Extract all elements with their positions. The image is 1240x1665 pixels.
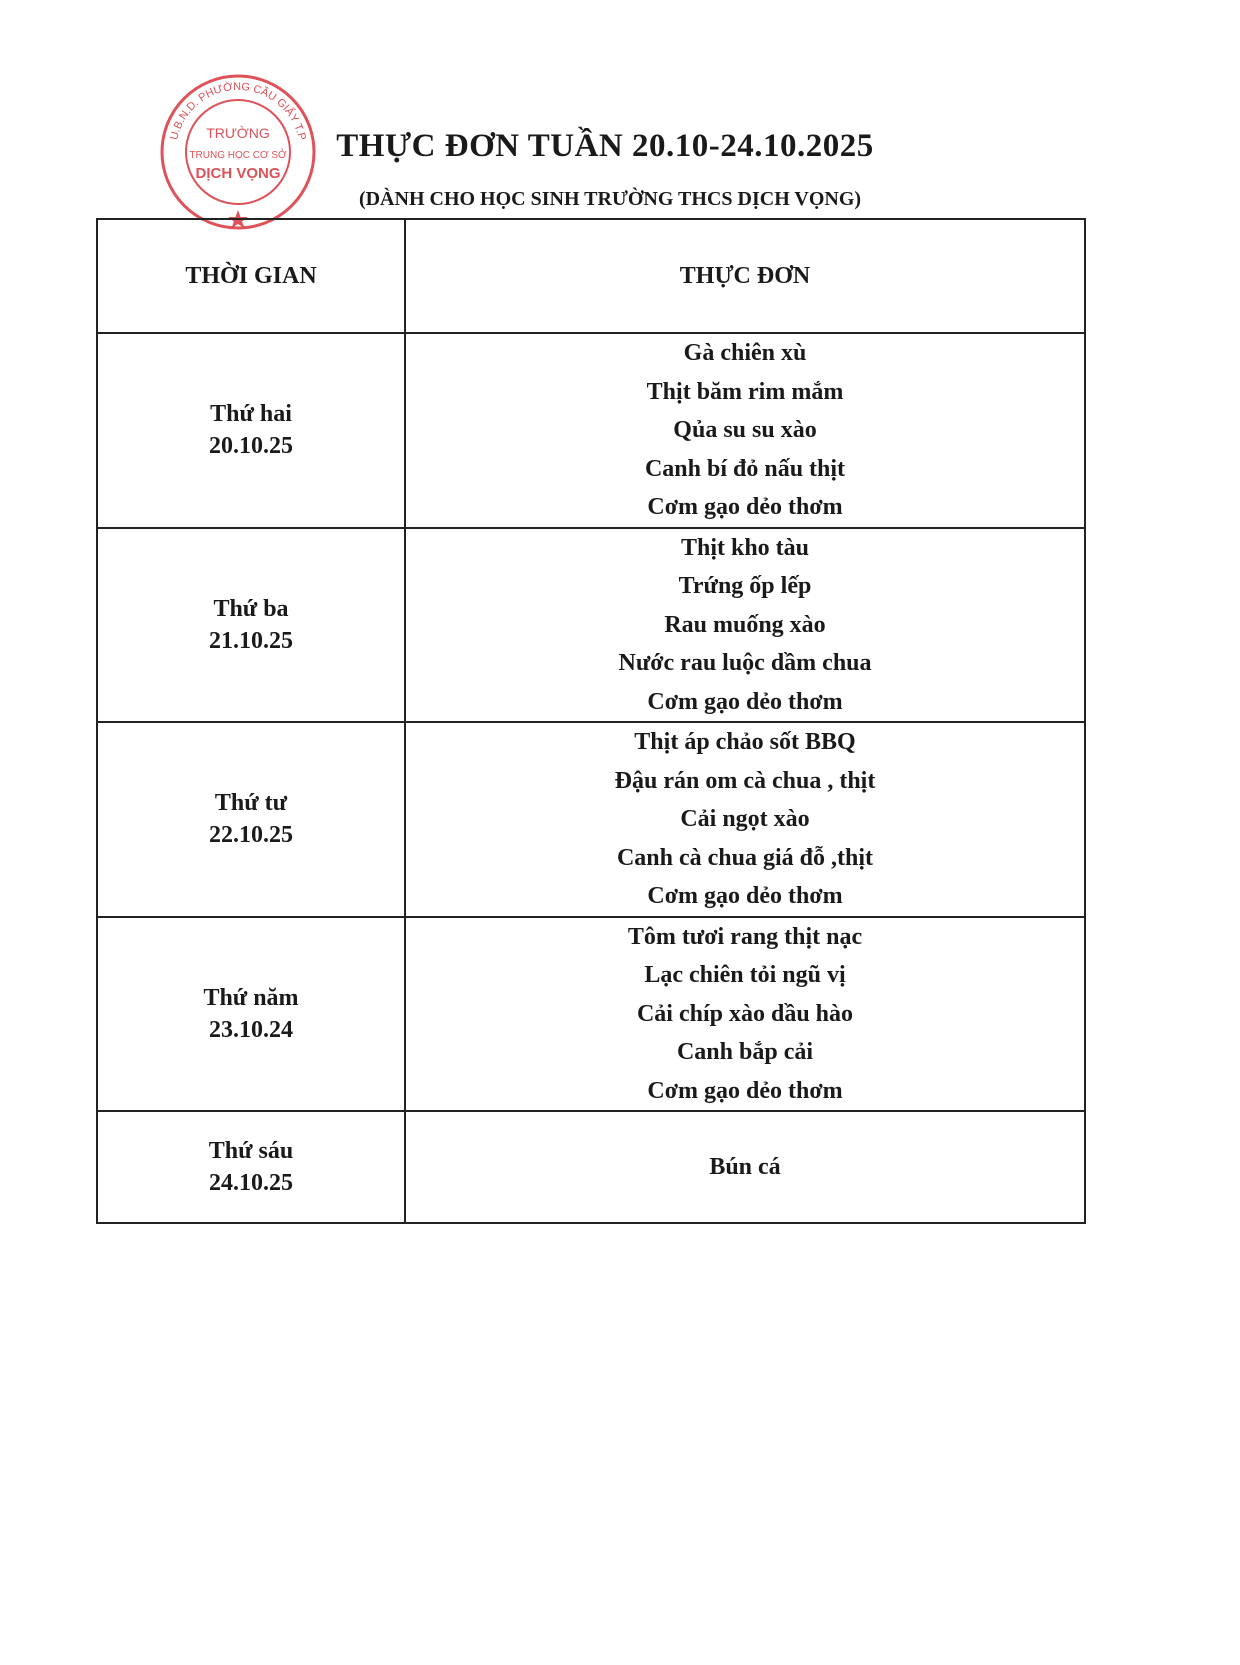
dish-item: Bún cá	[709, 1153, 781, 1180]
dish-item: Cải chíp xào dầu hào	[636, 1000, 854, 1027]
menu-cell	[405, 917, 1085, 1112]
day-cell	[97, 528, 405, 723]
day-cell	[97, 917, 405, 1112]
svg-text:TRUNG HỌC CƠ SỞ: TRUNG HỌC CƠ SỞ	[189, 150, 287, 161]
table-row	[97, 917, 1085, 1112]
header-menu: THỰC ĐƠN	[405, 219, 1085, 333]
day-name: Thứ tư	[214, 790, 288, 817]
dish-item: Canh cà chua giá đỗ ,thịt	[616, 844, 874, 871]
day-date: 20.10.25	[209, 433, 293, 460]
dish-item: Rau muống xào	[664, 611, 826, 638]
svg-text:DỊCH VỌNG: DỊCH VỌNG	[195, 165, 281, 182]
dish-item: Qủa su su xào	[673, 417, 817, 443]
day-cell	[97, 333, 405, 528]
dish-item: Thịt áp chảo sốt BBQ	[634, 729, 856, 755]
dish-item: Cơm gạo dẻo thơm	[647, 688, 843, 715]
table-row	[97, 528, 1085, 723]
weekly-menu-table	[96, 218, 1086, 1224]
day-name: Thứ ba	[213, 595, 289, 622]
menu-cell	[405, 333, 1085, 528]
header-time: THỜI GIAN	[97, 219, 405, 333]
day-name: Thứ sáu	[208, 1138, 294, 1164]
day-name: Thứ hai	[210, 401, 292, 428]
day-date: 23.10.24	[209, 1016, 293, 1043]
dish-item: Canh bắp cải	[676, 1039, 814, 1065]
page-subtitle: (DÀNH CHO HỌC SINH TRƯỜNG THCS DỊCH VỌNG)	[358, 188, 862, 210]
day-date: 21.10.25	[209, 627, 293, 654]
day-cell	[97, 722, 405, 917]
dish-item: Thịt kho tàu	[680, 534, 810, 561]
dish-item: Cải ngọt xào	[680, 806, 810, 832]
day-date: 22.10.25	[209, 822, 293, 849]
day-cell	[97, 1111, 405, 1223]
day-date: 24.10.25	[209, 1170, 293, 1196]
menu-cell	[405, 722, 1085, 917]
day-name: Thứ năm	[203, 984, 299, 1011]
dish-item: Trứng ốp lếp	[678, 573, 812, 599]
dish-item: Nước rau luộc dầm chua	[618, 650, 872, 676]
svg-text:TRƯỜNG: TRƯỜNG	[206, 125, 270, 141]
page-title: THỰC ĐƠN TUẦN 20.10-24.10.2025	[336, 128, 874, 164]
table-row	[97, 333, 1085, 528]
dish-item: Gà chiên xù	[683, 340, 807, 366]
menu-cell	[405, 528, 1085, 723]
dish-item: Lạc chiên tỏi ngũ vị	[644, 962, 846, 988]
dish-item: Cơm gạo dẻo thơm	[647, 494, 843, 520]
dish-item: Cơm gạo dẻo thơm	[647, 1077, 843, 1104]
dish-item: Thịt băm rim mắm	[646, 378, 844, 405]
table-header-row	[97, 219, 1085, 333]
menu-cell	[405, 1111, 1085, 1223]
table-row	[97, 722, 1085, 917]
dish-item: Canh bí đỏ nấu thịt	[644, 455, 846, 482]
table-row	[97, 1111, 1085, 1223]
dish-item: Cơm gạo dẻo thơm	[647, 883, 843, 909]
dish-item: Đậu rán om cà chua , thịt	[614, 767, 876, 794]
dish-item: Tôm tươi rang thịt nạc	[627, 923, 863, 950]
svg-text:U.B.N.D. PHƯỜNG CẦU GIẤY T.P: U.B.N.D. PHƯỜNG CẦU GIẤY T.P	[168, 80, 308, 142]
